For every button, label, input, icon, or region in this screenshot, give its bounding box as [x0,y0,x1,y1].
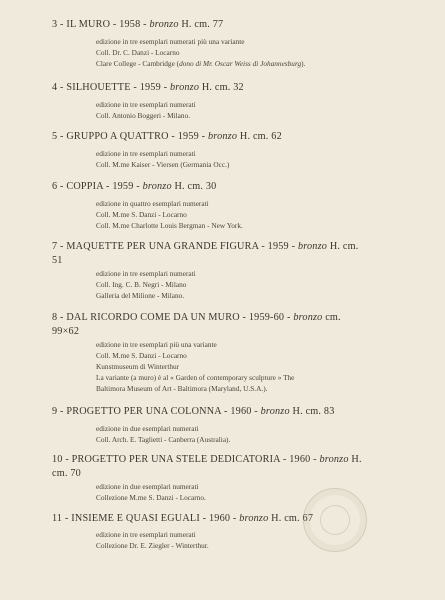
entry-title: 5 - GRUPPO A QUATTRO - 1959 - bronzo H. cm. 62 [52,131,282,142]
entry-title: 4 - SILHOUETTE - 1959 - bronzo H. cm. 32 [52,82,244,93]
entry-detail: Coll. M.me Kaiser - Viersen (Germania Occ.) [96,160,230,169]
entry-detail: Galleria del Milione - Milano. [96,291,185,300]
entry-detail: Baltimora Museum of Art - Baltimora (Maryland, U.S.A.). [96,384,268,393]
entry-detail: Clare College - Cambridge (dono di Mr. Oscar Weiss di Johannesburg). [96,59,306,68]
entry-detail: edizione in due esemplari numerati [96,482,199,491]
entry-title: 6 - COPPIA - 1959 - bronzo H. cm. 30 [52,181,217,192]
entry-detail: Coll. M.me Charlotte Louis Bergman - New York. [96,221,243,230]
entry-detail: edizione in tre esemplari più una variante [96,340,217,349]
entry-detail: edizione in tre esemplari numerati [96,269,196,278]
entry-detail: edizione in tre esemplari numerati più una variante [96,37,245,46]
entry-detail: Coll. Ing. C. B. Negri - Milano [96,280,187,289]
entry-detail: Collezione M.me S. Danzi - Locarno. [96,493,206,502]
entry-detail: Coll. Antonio Boggeri - Milano. [96,111,191,120]
embossed-stamp-icon [303,488,367,552]
entry-title: 9 - PROGETTO PER UNA COLONNA - 1960 - bronzo H. cm. 83 [52,406,335,417]
entry-title: 8 - DAL RICORDO COME DA UN MURO - 1959-60 - bronzo cm. 99×62 [52,312,341,337]
entry-detail: edizione in tre esemplari numerati [96,530,196,539]
entry-detail: La variante (a muro) è al « Garden of contemporary sculpture » The [96,373,295,382]
entry-title: 7 - MAQUETTE PER UNA GRANDE FIGURA - 1959 - bronzo H. cm. 51 [52,241,359,266]
entry-detail: edizione in due esemplari numerati [96,424,199,433]
entry-detail: edizione in quattro esemplari numerati [96,199,209,208]
entry-detail: Coll. M.me S. Danzi - Locarno [96,351,187,360]
entry-detail: edizione in tre esemplari numerati [96,149,196,158]
entry-detail: Coll. M.me S. Danzi - Locarno [96,210,187,219]
entry-title: 11 - INSIEME E QUASI EGUALI - 1960 - bronzo H. cm. 67 [52,513,314,524]
entry-detail: Coll. Arch. E. Taglietti - Canberra (Australia). [96,435,231,444]
entry-detail: edizione in tre esemplari numerati [96,100,196,109]
entry-title: 3 - IL MURO - 1958 - bronzo H. cm. 77 [52,19,224,30]
entry-detail: Coll. Dr. C. Danzi - Locarno [96,48,180,57]
entry-title: 10 - PROGETTO PER UNA STELE DEDICATORIA - 1960 - bronzo H. cm. 70 [52,454,362,479]
entry-detail: Collezione Dr. E. Ziegler - Winterthur. [96,541,209,550]
entry-detail: Kunstmuseum di Winterthur [96,362,180,371]
